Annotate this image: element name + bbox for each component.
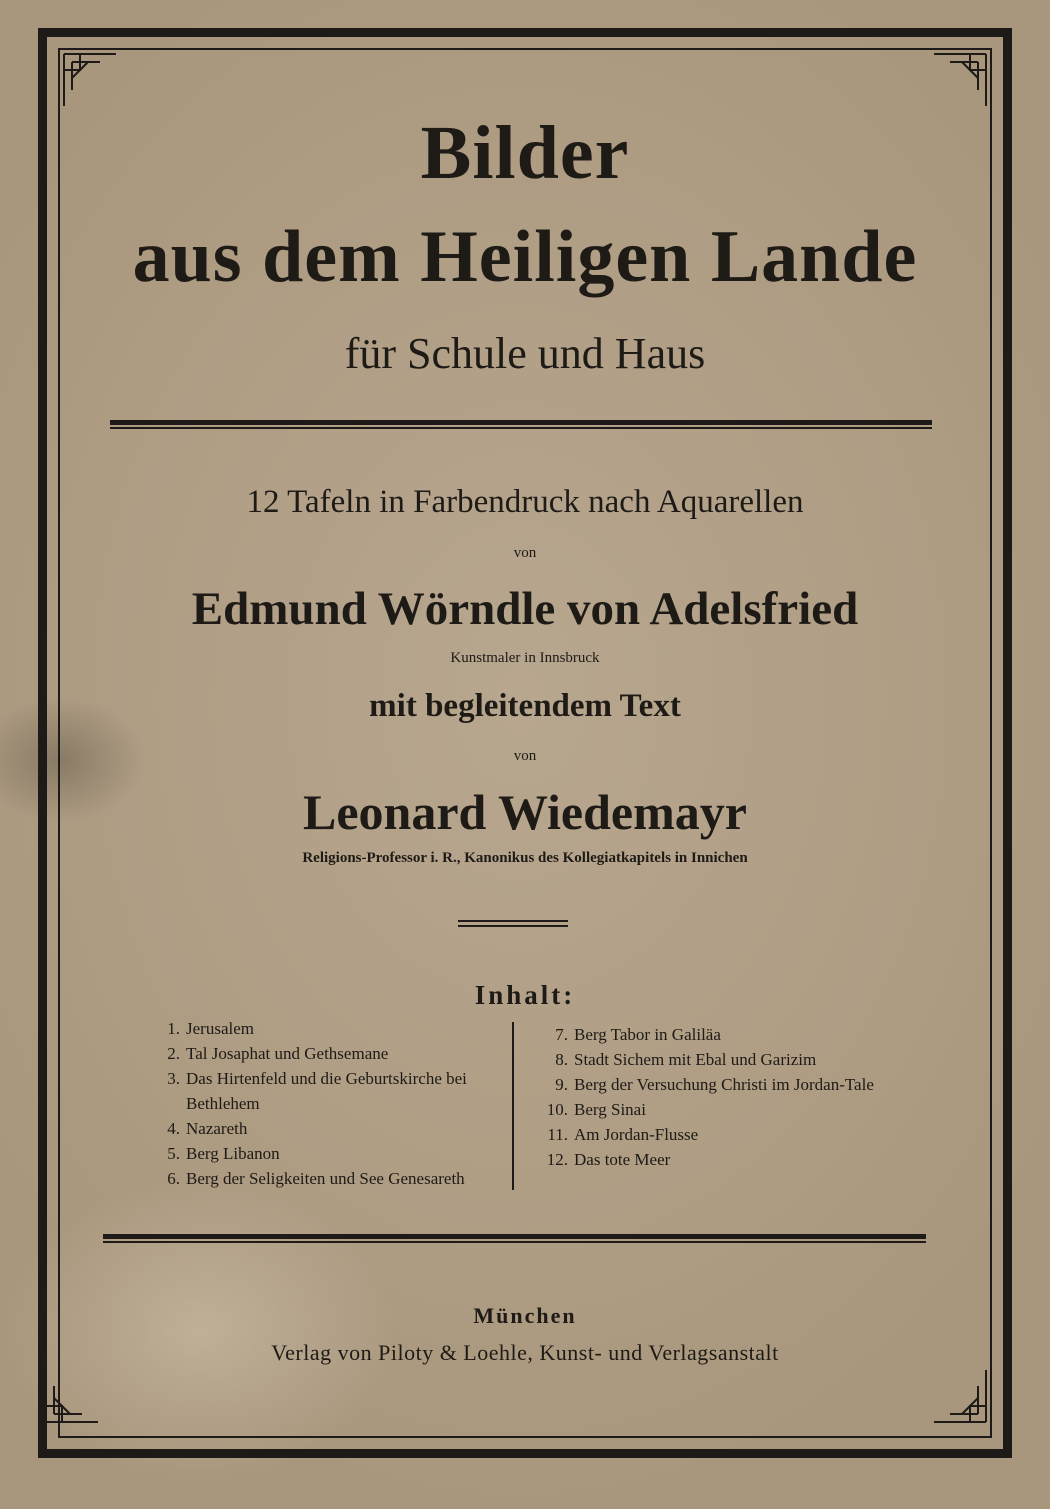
- corner-ornament-icon: [42, 1366, 102, 1426]
- contents-item: 10. Berg Sinai: [546, 1100, 646, 1119]
- contents-item: 8. Stadt Sichem mit Ebal und Garizim: [555, 1050, 817, 1069]
- imprint-city: München: [473, 1303, 577, 1328]
- contents-item: 1. Jerusalem: [167, 1019, 254, 1038]
- contents-item: 9. Berg der Versuchung Christi im Jordan-Tale: [555, 1075, 874, 1094]
- text-note: mit begleitendem Text: [369, 688, 681, 724]
- title-line-1: Bilder: [420, 111, 630, 195]
- subtitle: 12 Tafeln in Farbendruck nach Aquarellen: [246, 484, 804, 520]
- contents-item: 2. Tal Josaphat und Gethsemane: [167, 1044, 389, 1063]
- contents-item: 11. Am Jordan-Flusse: [547, 1125, 699, 1144]
- corner-ornament-icon: [60, 50, 120, 110]
- illustrator-name: Edmund Wörndle von Adelsfried: [191, 583, 859, 635]
- corner-ornament-icon: [930, 1366, 990, 1426]
- von-label: von: [513, 545, 537, 561]
- divider-rule: [110, 420, 932, 429]
- contents-list-right: [538, 1022, 898, 1172]
- contents-item: 5. Berg Libanon: [167, 1144, 280, 1163]
- contents-item: 4. Nazareth: [167, 1119, 248, 1138]
- contents-item: 12. Das tote Meer: [546, 1150, 671, 1169]
- von-label: von: [513, 748, 537, 764]
- author-role: Religions-Professor i. R., Kanonikus des Kollegiatkapitels in Innichen: [302, 850, 748, 866]
- contents-heading: Inhalt:: [474, 980, 576, 1010]
- contents-item: 6. Berg der Seligkeiten und See Genesareth: [167, 1169, 465, 1188]
- contents-item: 7. Berg Tabor in Galiläa: [555, 1025, 721, 1044]
- corner-ornament-icon: [930, 50, 990, 110]
- contents-item: 3. Das Hirtenfeld und die Geburtskirche bei Bethlehem: [167, 1069, 467, 1113]
- title-line-2: aus dem Heiligen Lande: [132, 216, 918, 298]
- divider-rule: [103, 1234, 926, 1243]
- author-name: Leonard Wiedemayr: [303, 784, 747, 840]
- imprint-publisher: Verlag von Piloty & Loehle, Kunst- und Verlagsanstalt: [271, 1340, 779, 1365]
- short-divider-rule: [458, 920, 568, 927]
- contents-column-divider: [512, 1022, 514, 1190]
- contents-list-left: [150, 1016, 500, 1191]
- illustrator-role: Kunstmaler in Innsbruck: [450, 650, 600, 666]
- title-line-3: für Schule und Haus: [344, 329, 706, 378]
